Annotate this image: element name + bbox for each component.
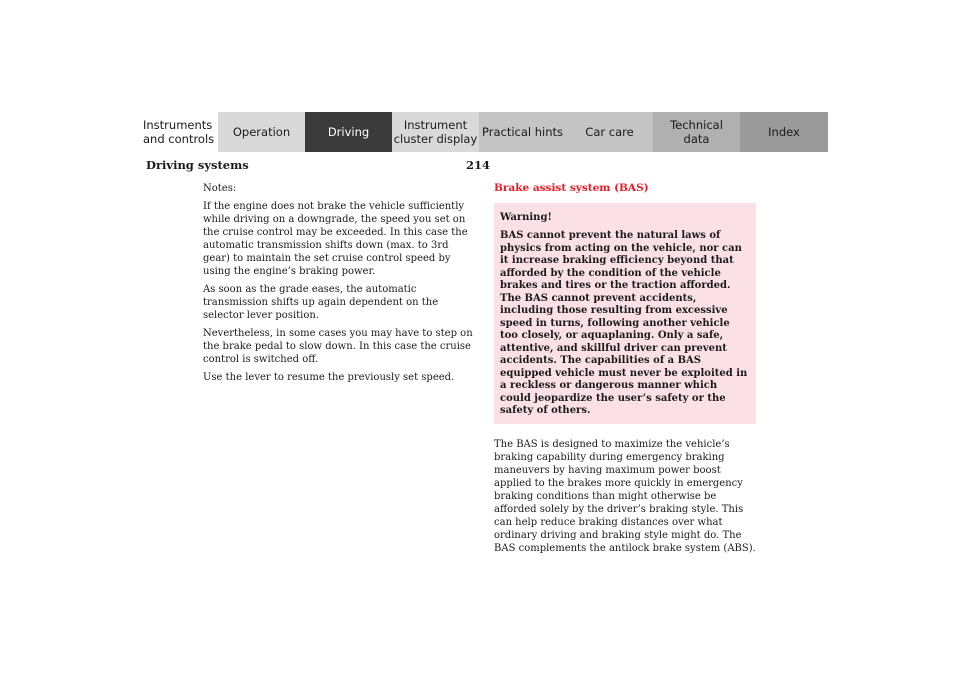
notes-label: Notes: [203, 183, 237, 194]
warning-box [494, 203, 756, 424]
warning-title: Warning! [500, 212, 552, 223]
left-column [203, 182, 473, 389]
tab-index[interactable]: Index [740, 112, 828, 152]
right-column [494, 182, 756, 555]
tab-technical-data[interactable]: Technical data [653, 112, 740, 152]
paragraph-downgrade: If the engine does not brake the vehicle sufficiently while driving on a downgrade, the speed you set on the cruise control may be exceeded. In this case the automatic transmission shifts down (max. to 3rd gear) to maintain the set cruise control speed by using the engine’s braking power. [203, 201, 468, 277]
section-title: Driving systems [146, 158, 249, 172]
tab-instrument-cluster-display[interactable]: Instrument cluster display [392, 112, 479, 152]
tab-driving[interactable]: Driving [305, 112, 392, 152]
tab-instruments-and-controls[interactable]: Instruments and controls [131, 112, 218, 152]
tab-practical-hints[interactable]: Practical hints [479, 112, 566, 152]
paragraph-brake-pedal: Nevertheless, in some cases you may have to step on the brake pedal to slow down. In this case the cruise control is switched off. [203, 328, 473, 365]
paragraph-grade-eases: As soon as the grade eases, the automatic transmission shifts up again dependent on the selector lever position. [203, 284, 439, 321]
chapter-tab-bar [131, 112, 828, 152]
warning-text: BAS cannot prevent the natural laws of physics from acting on the vehicle, nor can it increase braking efficiency beyond that afforded by the condition of the vehicle brakes and tires or the traction afforded. The BAS cannot prevent accidents, including those resulting from excessive speed in turns, following another vehicle too closely, or aquaplaning. Only a safe, attentive, and skillful driver can prevent accidents. The capabilities of a BAS equipped vehicle must never be exploited in a reckless or dangerous manner which could jeopardize the user’s safety or the safety of others. [500, 230, 748, 416]
tab-operation[interactable]: Operation [218, 112, 305, 152]
tab-car-care[interactable]: Car care [566, 112, 653, 152]
paragraph-resume-speed: Use the lever to resume the previously set speed. [203, 372, 455, 383]
bas-heading: Brake assist system (BAS) [494, 182, 649, 194]
page-number: 214 [466, 158, 491, 172]
bas-description: The BAS is designed to maximize the vehicle’s braking capability during emergency braking maneuvers by having maximum power boost applied to the brakes more quickly in emergency braking conditions than might otherwise be afforded solely by the driver’s braking style. This can help reduce braking distances over what ordinary driving and braking style might do. The BAS complements the antilock brake system (ABS). [494, 438, 756, 554]
